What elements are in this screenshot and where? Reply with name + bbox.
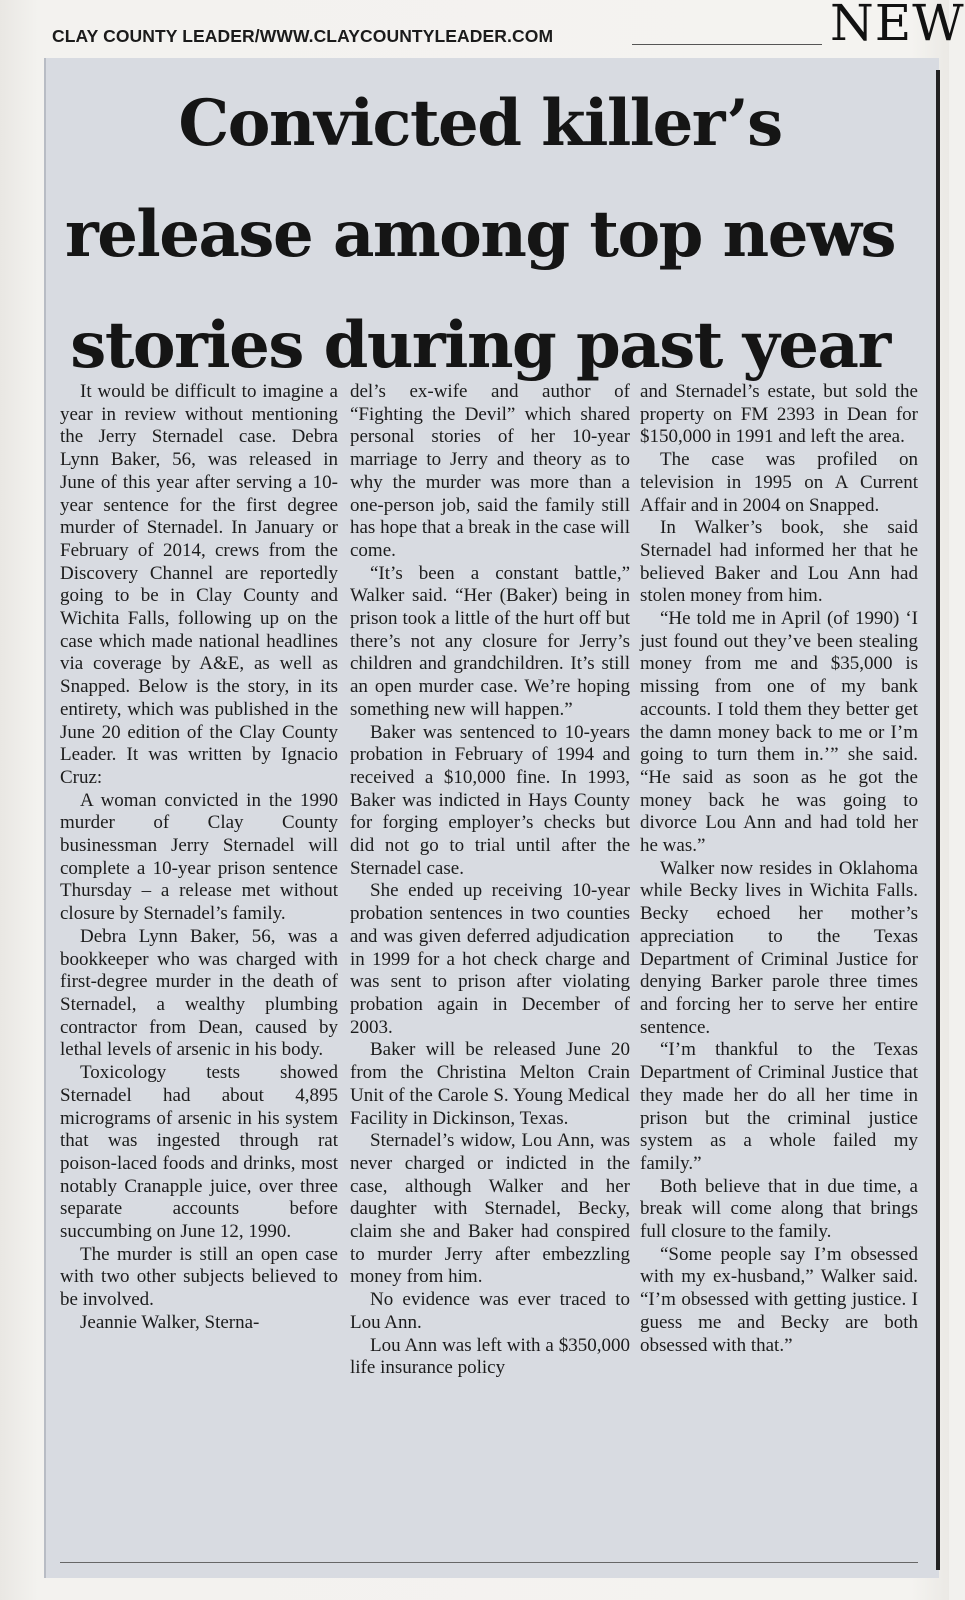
paragraph: The murder is still an open case with two other subjects believed to be involved. [60,1243,338,1311]
paragraph: Sternadel’s widow, Lou Ann, was never charged or indicted in the case, although Walker and her daughter with Sternadel, Becky, claim she and Baker had conspired to murder Jerry after embezzling money from him. [350,1130,630,1288]
paragraph: It would be difficult to imagine a year in review without mentioning the Jerry Sternadel case. Debra Lynn Baker, 56, was released in June of this year after serving a 10-year sentence for the first degree murder of Sternadel. In January or February of 2014, crews from the Discovery Channel are reportedly going to be in Clay County and Wichita Falls, following up on the case which made national headlines via coverage by A&E, as well as Snapped. Below is the story, in its entirety, which was published in the June 20 edition of the Clay County Leader. It was written by Ignacio Cruz: [60,381,338,788]
paragraph: Debra Lynn Baker, 56, was a bookkeeper who was charged with first-degree murder in the death of Sternadel, a wealthy plumbing contractor from Dean, caused by lethal levels of arsenic in his body. [60,925,338,1061]
paragraph: “I’m thankful to the Texas Department of Criminal Justice that they made her do all her time in prison but the criminal justice system as a whole failed my family.” [640,1039,918,1174]
section-tag: NEW [830,0,965,52]
paragraph: “He told me in April (of 1990) ‘I just found out they’ve been stealing money from me and $35,000 is missing from one of my bank accounts. I told them they better get the damn money back to me or I’m going to turn them in.’” she said. “He said as soon as he got the money back he was going to divorce Lou Ann and had told her he was.” [640,608,918,857]
headline: Convicted killer’s release among top news stories during past year [64,86,896,383]
bottom-divider [60,1562,918,1563]
article-column-1 [60,381,338,1335]
paragraph: “It’s been a constant battle,” Walker said. “Her (Baker) being in prison took a little of the hurt off but there’s not any closure for Jerry’s children and grandchildren. It’s still an open murder case. We’re hoping something new will happen.” [350,562,630,720]
publication-header: CLAY COUNTY LEADER/WWW.CLAYCOUNTYLEADER.COM [52,26,554,46]
paragraph: Lou Ann was left with a $350,000 life insurance policy [350,1334,630,1379]
paragraph: del’s ex-wife and author of “Fighting the Devil” which shared personal stories of her 10-year marriage to Jerry and theory as to why the murder was more than a one-person job, said the family still has hope that a break in the case will come. [350,381,630,561]
paragraph: “Some people say I’m obsessed with my ex-husband,” Walker said. “I’m obsessed with getting justice. I guess me and Becky are both obsessed with that.” [640,1243,918,1356]
paragraph: The case was profiled on television in 1995 on A Current Affair and in 2004 on Snapped. [640,449,918,516]
header-divider [632,44,822,45]
paragraph: She ended up receiving 10-year probation sentences in two counties and was given deferred adjudication in 1999 for a hot check charge and was sent to prison after violating probation again in December of 2003. [350,880,630,1038]
paragraph: Baker was sentenced to 10-years probation in February of 1994 and received a $10,000 fine. In 1993, Baker was indicted in Hays County for forging employer’s checks but did not go to trial until after the Sternadel case. [350,721,630,879]
paragraph: Baker will be released June 20 from the Christina Melton Crain Unit of the Carole S. Young Medical Facility in Dickinson, Texas. [350,1039,630,1129]
paragraph: Jeannie Walker, Sterna- [80,1311,260,1333]
article-column-3 [640,381,918,1357]
paragraph: A woman convicted in the 1990 murder of Clay County businessman Jerry Sternadel will complete a 10-year prison sentence Thursday – a release met without closure by Sternadel’s family. [60,789,338,925]
paragraph: No evidence was ever traced to Lou Ann. [350,1289,630,1333]
paragraph: and Sternadel’s estate, but sold the property on FM 2393 in Dean for $150,000 in 1991 and left the area. [640,381,918,448]
paragraph: Both believe that in due time, a break will come along that brings full closure to the family. [640,1175,918,1243]
column-rule [936,70,940,1570]
paragraph: In Walker’s book, she said Sternadel had informed her that he believed Baker and Lou Ann had stolen money from him. [640,517,918,607]
paragraph: Toxicology tests showed Sternadel had about 4,895 micrograms of arsenic in his system that was ingested through rat poison-laced foods and drinks, most notably Cranapple juice, over three separate accounts before succumbing on June 12, 1990. [60,1062,338,1243]
paragraph: Walker now resides in Oklahoma while Becky lives in Wichita Falls. Becky echoed her mother’s appreciation to the Texas Department of Criminal Justice for denying Barker parole three times and forcing her to serve her entire sentence. [640,857,918,1038]
article-column-2 [350,381,630,1380]
